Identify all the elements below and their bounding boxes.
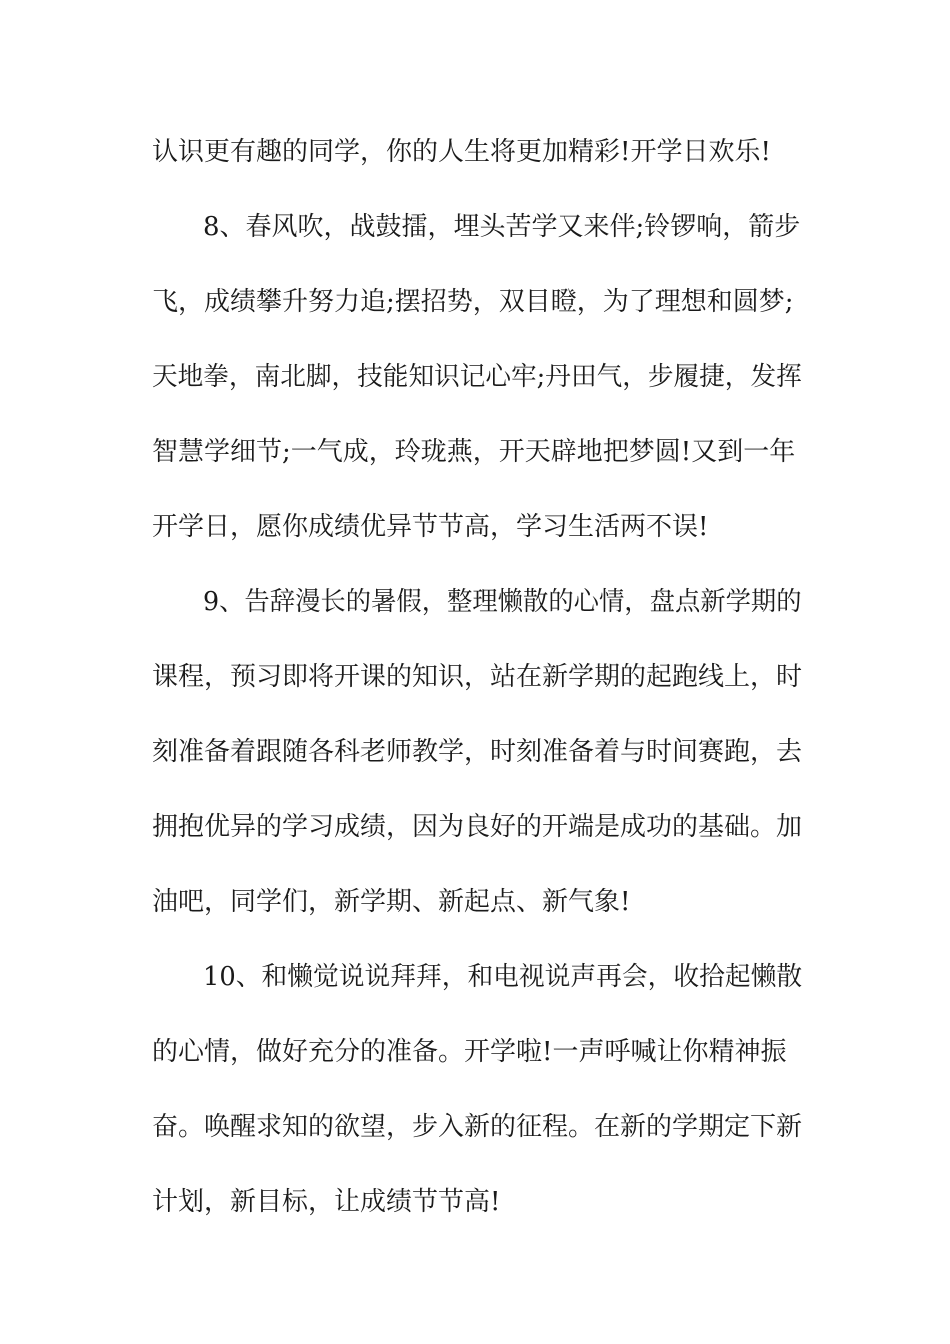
text-line: 智慧学细节;一气成，玲珑燕，开天辟地把梦圆!又到一年 xyxy=(152,437,796,467)
text-line: 飞，成绩攀升努力追;摆招势，双目瞪，为了理想和圆梦; xyxy=(152,287,794,317)
text-line: 油吧，同学们，新学期、新起点、新气象! xyxy=(152,887,631,917)
text-line: 刻准备着跟随各科老师教学，时刻准备着与时间赛跑，去 xyxy=(152,737,803,767)
text-line: 奋。唤醒求知的欲望，步入新的征程。在新的学期定下新 xyxy=(152,1112,803,1142)
text-line: 天地拳，南北脚，技能知识记心牢;丹田气，步履捷，发挥 xyxy=(152,362,802,392)
paragraph-10-first-line: 10、和懒觉说说拜拜，和电视说声再会，收拾起懒散 xyxy=(203,962,803,992)
text-line: 开学日，愿你成绩优异节节高，学习生活两不误! xyxy=(152,512,709,542)
paragraph-8-first-line: 8、春风吹，战鼓擂，埋头苦学又来伴;铃锣响，箭步 xyxy=(203,212,801,242)
text-line: 的心情，做好充分的准备。开学啦!一声呼喊让你精神振 xyxy=(152,1037,787,1067)
text-line: 拥抱优异的学习成绩，因为良好的开端是成功的基础。加 xyxy=(152,812,803,842)
text-line: 计划，新目标，让成绩节节高! xyxy=(152,1187,501,1217)
text-line: 认识更有趣的同学，你的人生将更加精彩!开学日欢乐! xyxy=(152,137,771,167)
text-line: 课程，预习即将开课的知识，站在新学期的起跑线上，时 xyxy=(152,662,803,692)
paragraph-9-first-line: 9、告辞漫长的暑假，整理懒散的心情，盘点新学期的 xyxy=(203,587,802,617)
